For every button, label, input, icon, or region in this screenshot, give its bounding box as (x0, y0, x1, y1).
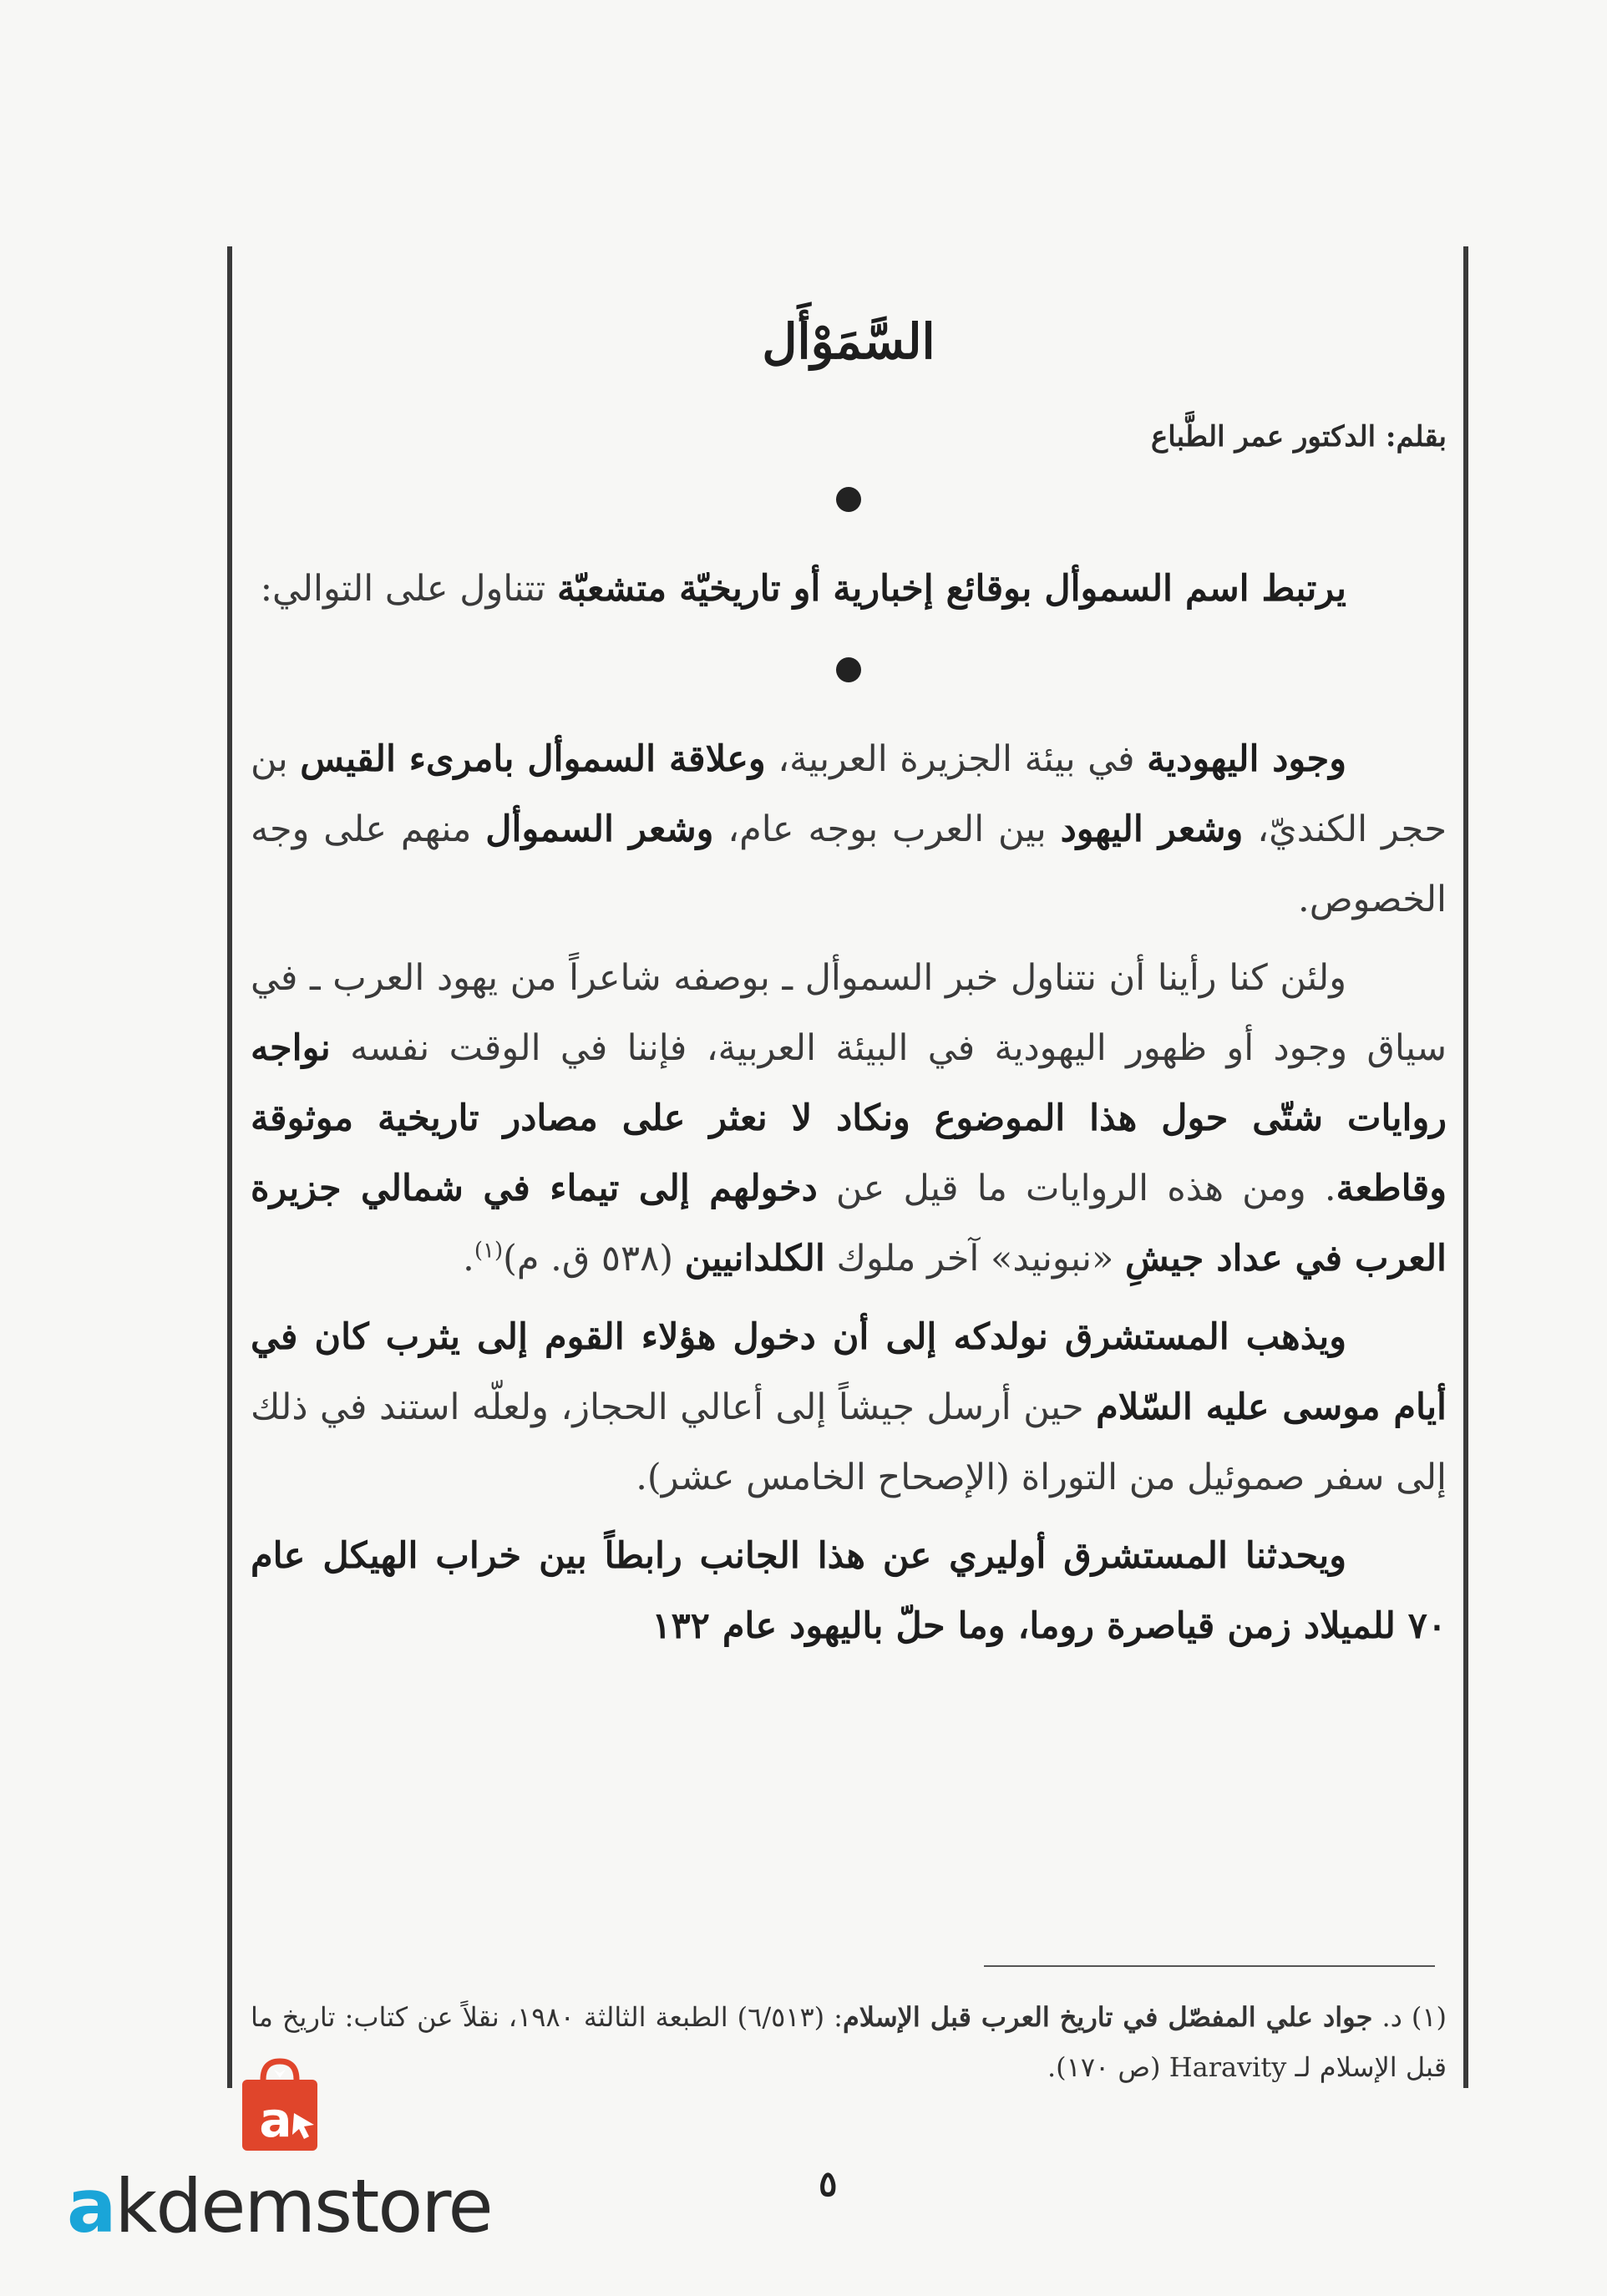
bold-text: ويذهب المستشرق نولدكه إلى أن دخول هؤلاء القوم إلى يثرب كان في أيام موسى عليه السّلام (251, 1316, 1447, 1428)
section-bullet (836, 487, 861, 512)
logo-wordmark-prefix: a (67, 2163, 115, 2249)
bold-text: وشعر السموأل (485, 808, 714, 850)
right-border-rule (1463, 246, 1468, 2088)
article-title: السَّمَوْأَل (762, 313, 935, 370)
left-border-rule (227, 246, 232, 2088)
logo-wordmark (67, 2163, 492, 2249)
text: . (463, 1238, 474, 1280)
text: «نبونيد» آخر ملوك (824, 1238, 1125, 1280)
paragraph (251, 943, 1447, 1294)
text: في بيئة الجزيرة العربية، (765, 738, 1148, 780)
bold-text: وشعر اليهود (1060, 808, 1244, 850)
bold-text: الكلدانيين (684, 1238, 825, 1280)
text: منهم على وجه الخصوص. (251, 808, 1447, 920)
text: : (٦/٥١٣) الطبعة الثالثة ١٩٨٠، نقلاً عن كتاب: تاريخ ما قبل الإسلام لـ Haravity (ص ١٧٠). (251, 2001, 1447, 2083)
bold-text: دخولهم إلى تيماء في شمالي جزيرة العرب في عداد جيشِ (251, 1168, 1447, 1280)
logo-wordmark-rest: kdemstore (114, 2163, 492, 2249)
author-byline: بقلم: الدكتور عمر الطَّباع (1151, 420, 1447, 454)
logo-bag-letter: a (259, 2091, 292, 2148)
store-logo (67, 2046, 535, 2255)
text: بن حجر الكنديّ، (251, 738, 1447, 850)
paragraph (251, 1302, 1447, 1513)
paragraph (251, 554, 1447, 624)
page-number: ٥ (819, 2163, 838, 2204)
footnote-separator (984, 1965, 1435, 1967)
bold-text: جواد علي المفصّل في تاريخ العرب قبل الإسلام (842, 2001, 1373, 2033)
footnote-reference: (١) (474, 1238, 504, 1264)
bold-text: وجود اليهودية (1147, 738, 1346, 780)
bold-text: يرتبط اسم السموأل بوقائع إخبارية أو تاريخيّة متشعبّة (556, 568, 1346, 610)
text: حين أرسل جيشاً إلى أعالي الحجاز، ولعلّه استند في ذلك إلى سفر صموئيل من التوراة (الإصحاح الخامس عشر). (251, 1386, 1447, 1498)
text: (١) د. (1372, 2001, 1447, 2033)
text: بين العرب بوجه عام، (713, 808, 1061, 850)
paragraph (251, 1521, 1447, 1661)
text: ولئن كنا رأينا أن نتناول خبر السموأل ـ بوصفه شاعراً من يهود العرب ـ في سياق وجود أو ظهور اليهودية في البيئة العربية، فإننا في الوقت نفسه (251, 957, 1447, 1069)
text: (٥٣٨ ق. م) (503, 1238, 685, 1280)
page-content (251, 313, 1447, 1670)
paragraph (251, 724, 1447, 935)
text: تتناول على التوالي: (260, 568, 557, 610)
bold-text: وعلاقة السموأل بامرىء القيس (300, 738, 766, 780)
section-bullet (836, 657, 861, 682)
bold-text: ويحدثنا المستشرق أوليري عن هذا الجانب رابطاً بين خراب الهيكل عام ٧٠ للميلاد زمن قياصرة روما، وما حلّ باليهود عام ١٣٢ (251, 1535, 1447, 1647)
bold-text: نواجه روايات شتّى حول هذا الموضوع ونكاد لا نعثر على مصادر تاريخية موثوقة وقاطعة (251, 1027, 1447, 1209)
text: . ومن هذه الروايات ما قيل عن (817, 1168, 1336, 1209)
shopping-bag-icon (234, 2055, 326, 2155)
